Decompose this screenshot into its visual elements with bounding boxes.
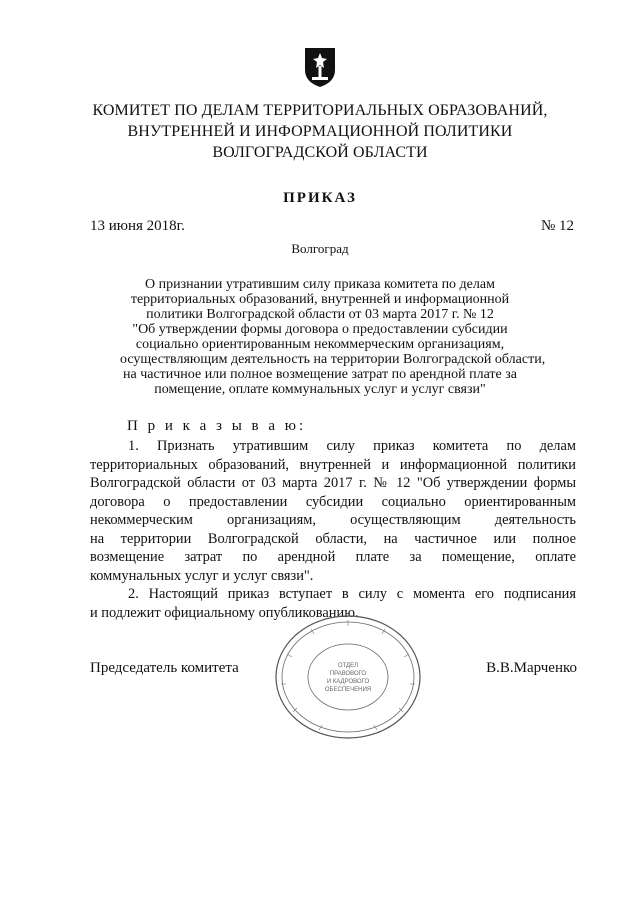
order-date: 13 июня 2018г. (90, 218, 185, 234)
title-line: "Об утверждении формы договора о предоставлении субсидии (132, 322, 508, 337)
body-line: 2. Настоящий приказ вступает в силу с момента его подписания (128, 586, 576, 602)
body-line: территориальных образований, внутренней и информационной политики (90, 456, 576, 473)
svg-text:ПРАВОВОГО: ПРАВОВОГО (329, 671, 367, 677)
svg-text:ОТДЕЛ: ОТДЕЛ (337, 663, 359, 669)
body-line: некоммерческим организациям, осуществляющим деятельность (90, 512, 576, 528)
org-line: ВОЛГОГРАДСКОЙ ОБЛАСТИ (212, 144, 428, 161)
organization-header (60, 100, 580, 163)
order-number: № 12 (540, 218, 574, 234)
title-line: социально ориентированным некоммерческим организациям, (135, 337, 505, 352)
document-type: ПРИКАЗ (283, 190, 357, 206)
svg-text:И КАДРОВОГО: И КАДРОВОГО (326, 679, 370, 685)
body-line: Волгоградской области от 03 марта 2017 г. № 12 "Об утверждении формы (90, 475, 576, 491)
title-line: политики Волгоградской области от 03 марта 2017 г. № 12 (146, 307, 494, 322)
order-body (90, 437, 576, 622)
org-line: КОМИТЕТ ПО ДЕЛАМ ТЕРРИТОРИАЛЬНЫХ ОБРАЗОВАНИЙ, (92, 102, 548, 119)
title-line: помещение, оплате коммунальных услуг и услуг связи" (154, 382, 486, 397)
signatory-position: Председатель комитета (90, 660, 239, 676)
title-line: осуществляющим деятельность на территории Волгоградской области, (120, 352, 546, 367)
org-line: ВНУТРЕННЕЙ И ИНФОРМАЦИОННОЙ ПОЛИТИКИ (127, 123, 513, 140)
body-line: договора о предоставлении субсидии социально ориентированным (90, 493, 576, 510)
svg-text:ОБЕСПЕЧЕНИЯ: ОБЕСПЕЧЕНИЯ (324, 687, 372, 693)
signatory-name: В.В.Марченко (486, 660, 577, 676)
order-city: Волгоград (291, 241, 349, 256)
body-line: 1. Признать утратившим силу приказ комитета по делам (128, 438, 576, 454)
paragraph-1 (90, 437, 576, 585)
title-line: территориальных образований, внутренней и информационной (130, 292, 510, 307)
body-line: на территории Волгоградской области, на частичное или полное (90, 530, 576, 547)
coat-of-arms-icon (303, 46, 337, 88)
title-line: О признании утратившим силу приказа комитета по делам (145, 277, 495, 292)
order-word: П р и к а з ы в а ю: (127, 418, 307, 434)
order-title (120, 277, 546, 397)
title-line: на частичное или полное возмещение затрат по арендной плате за (122, 367, 518, 382)
body-line: и подлежит официальному опубликованию. (90, 604, 359, 621)
body-line: коммунальных услуг и услуг связи". (90, 567, 314, 584)
seal-stamp (273, 612, 423, 742)
body-line: возмещение затрат по арендной плате за помещение, оплате (90, 549, 576, 565)
